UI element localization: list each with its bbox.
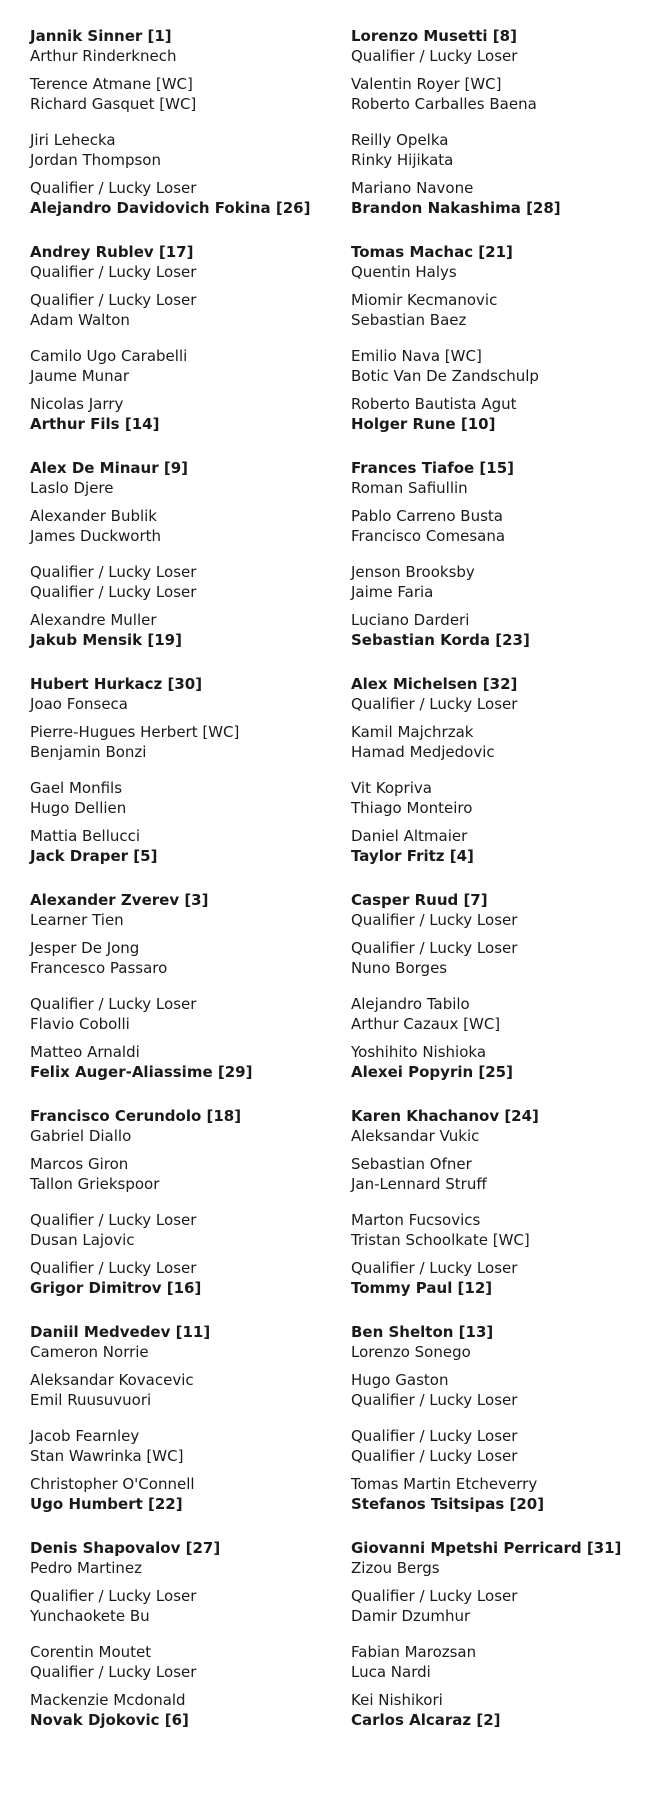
player-name: Benjamin Bonzi: [30, 743, 147, 761]
player-name: Corentin Moutet: [30, 1643, 152, 1661]
draw-section: [30, 1322, 330, 1514]
match: [30, 1538, 330, 1578]
match: [30, 1106, 330, 1146]
seeded-player-name: Taylor Fritz [4]: [351, 847, 474, 865]
draw-section: [351, 242, 651, 434]
match: [351, 1586, 651, 1626]
match: [351, 778, 651, 818]
seeded-player-name: Frances Tiafoe [15]: [351, 459, 515, 477]
match: [30, 346, 330, 386]
player-name: Marcos Giron: [30, 1155, 129, 1173]
player-name: Qualifier / Lucky Loser: [351, 47, 518, 65]
match: [351, 1642, 651, 1682]
player-name: Kei Nishikori: [351, 1691, 443, 1709]
player-name: Arthur Cazaux [WC]: [351, 1015, 501, 1033]
match: [30, 394, 330, 434]
player-name: Quentin Halys: [351, 263, 457, 281]
draw-section: [351, 1538, 651, 1730]
player-name: Qualifier / Lucky Loser: [351, 1447, 518, 1465]
match: [30, 1258, 330, 1298]
player-name: Laslo Djere: [30, 479, 114, 497]
match: [351, 346, 651, 386]
match: [351, 722, 651, 762]
match: [351, 1210, 651, 1250]
player-name: Tristan Schoolkate [WC]: [351, 1231, 530, 1249]
player-name: Yoshihito Nishioka: [351, 1043, 487, 1061]
player-name: Botic Van De Zandschulp: [351, 367, 539, 385]
seeded-player-name: Sebastian Korda [23]: [351, 631, 530, 649]
seeded-player-name: Carlos Alcaraz [2]: [351, 1711, 501, 1729]
match: [30, 1154, 330, 1194]
seeded-player-name: Hubert Hurkacz [30]: [30, 675, 203, 693]
player-name: Qualifier / Lucky Loser: [351, 1427, 518, 1445]
player-name: Qualifier / Lucky Loser: [30, 179, 197, 197]
seeded-player-name: Alexei Popyrin [25]: [351, 1063, 513, 1081]
player-name: Alexander Bublik: [30, 507, 157, 525]
draw-section: [30, 26, 330, 218]
player-name: Dusan Lajovic: [30, 1231, 135, 1249]
match: [30, 1690, 330, 1730]
player-name: Qualifier / Lucky Loser: [351, 695, 518, 713]
player-name: Marton Fucsovics: [351, 1211, 481, 1229]
player-name: Mariano Navone: [351, 179, 474, 197]
match: [351, 610, 651, 650]
match: [30, 74, 330, 114]
seeded-player-name: Alex De Minaur [9]: [30, 459, 188, 477]
player-name: Qualifier / Lucky Loser: [351, 911, 518, 929]
seeded-player-name: Casper Ruud [7]: [351, 891, 488, 909]
player-name: Terence Atmane [WC]: [30, 75, 193, 93]
player-name: Qualifier / Lucky Loser: [30, 263, 197, 281]
player-name: Francisco Comesana: [351, 527, 506, 545]
player-name: Hamad Medjedovic: [351, 743, 495, 761]
player-name: Luca Nardi: [351, 1663, 431, 1681]
player-name: Matteo Arnaldi: [30, 1043, 140, 1061]
player-name: Cameron Norrie: [30, 1343, 149, 1361]
player-name: Qualifier / Lucky Loser: [30, 583, 197, 601]
player-name: Emilio Nava [WC]: [351, 347, 482, 365]
match: [351, 562, 651, 602]
seeded-player-name: Arthur Fils [14]: [30, 415, 160, 433]
player-name: Zizou Bergs: [351, 1559, 440, 1577]
player-name: Qualifier / Lucky Loser: [30, 995, 197, 1013]
player-name: Tallon Griekspoor: [30, 1175, 160, 1193]
seeded-player-name: Denis Shapovalov [27]: [30, 1539, 221, 1557]
player-name: Learner Tien: [30, 911, 124, 929]
player-name: Jaime Faria: [351, 583, 434, 601]
player-name: Gabriel Diallo: [30, 1127, 132, 1145]
player-name: Roberto Bautista Agut: [351, 395, 517, 413]
seeded-player-name: Jannik Sinner [1]: [30, 27, 172, 45]
player-name: Pierre-Hugues Herbert [WC]: [30, 723, 240, 741]
match: [30, 1426, 330, 1466]
player-name: Hugo Dellien: [30, 799, 127, 817]
player-name: Qualifier / Lucky Loser: [351, 1391, 518, 1409]
draw-column-left: [30, 26, 330, 1754]
player-name: Pedro Martinez: [30, 1559, 143, 1577]
match: [30, 938, 330, 978]
seeded-player-name: Stefanos Tsitsipas [20]: [351, 1495, 545, 1513]
match: [30, 458, 330, 498]
player-name: Qualifier / Lucky Loser: [30, 291, 197, 309]
draw-section: [351, 1106, 651, 1298]
match: [30, 826, 330, 866]
draw-section: [30, 674, 330, 866]
match: [351, 1370, 651, 1410]
player-name: Aleksandar Kovacevic: [30, 1371, 194, 1389]
match: [30, 722, 330, 762]
seeded-player-name: Tommy Paul [12]: [351, 1279, 493, 1297]
seeded-player-name: Felix Auger-Aliassime [29]: [30, 1063, 253, 1081]
draw-section: [30, 242, 330, 434]
seeded-player-name: Grigor Dimitrov [16]: [30, 1279, 202, 1297]
seeded-player-name: Karen Khachanov [24]: [351, 1107, 539, 1125]
player-name: Lorenzo Sonego: [351, 1343, 471, 1361]
player-name: Nuno Borges: [351, 959, 448, 977]
player-name: James Duckworth: [30, 527, 162, 545]
draw-section: [351, 674, 651, 866]
match: [351, 1258, 651, 1298]
seeded-player-name: Holger Rune [10]: [351, 415, 496, 433]
player-name: Roman Safiullin: [351, 479, 468, 497]
match: [30, 610, 330, 650]
match: [351, 826, 651, 866]
match: [351, 178, 651, 218]
match: [351, 1474, 651, 1514]
player-name: Flavio Cobolli: [30, 1015, 130, 1033]
player-name: Arthur Rinderknech: [30, 47, 177, 65]
draw-section: [30, 890, 330, 1082]
player-name: Luciano Darderi: [351, 611, 470, 629]
player-name: Damir Dzumhur: [351, 1607, 471, 1625]
match: [351, 994, 651, 1034]
seeded-player-name: Ben Shelton [13]: [351, 1323, 494, 1341]
match: [30, 1642, 330, 1682]
player-name: Jiri Lehecka: [30, 131, 116, 149]
match: [30, 1042, 330, 1082]
player-name: Jesper De Jong: [30, 939, 140, 957]
match: [30, 890, 330, 930]
match: [30, 778, 330, 818]
match: [351, 1154, 651, 1194]
seeded-player-name: Tomas Machac [21]: [351, 243, 513, 261]
seeded-player-name: Daniil Medvedev [11]: [30, 1323, 211, 1341]
match: [351, 1106, 651, 1146]
player-name: Fabian Marozsan: [351, 1643, 477, 1661]
match: [351, 394, 651, 434]
match: [351, 938, 651, 978]
match: [351, 506, 651, 546]
player-name: Reilly Opelka: [351, 131, 449, 149]
draw-section: [30, 1538, 330, 1730]
match: [30, 242, 330, 282]
player-name: Francesco Passaro: [30, 959, 168, 977]
player-name: Thiago Monteiro: [351, 799, 473, 817]
seeded-player-name: Alex Michelsen [32]: [351, 675, 518, 693]
player-name: Camilo Ugo Carabelli: [30, 347, 188, 365]
match: [351, 890, 651, 930]
match: [351, 1538, 651, 1578]
player-name: Rinky Hijikata: [351, 151, 454, 169]
player-name: Qualifier / Lucky Loser: [351, 1587, 518, 1605]
seeded-player-name: Jack Draper [5]: [30, 847, 158, 865]
match: [30, 506, 330, 546]
draw-column-right: [351, 26, 651, 1754]
player-name: Alexandre Muller: [30, 611, 157, 629]
match: [351, 130, 651, 170]
match: [351, 74, 651, 114]
player-name: Gael Monfils: [30, 779, 123, 797]
player-name: Vit Kopriva: [351, 779, 432, 797]
match: [30, 26, 330, 66]
player-name: Qualifier / Lucky Loser: [351, 1259, 518, 1277]
player-name: Jenson Brooksby: [351, 563, 475, 581]
seeded-player-name: Novak Djokovic [6]: [30, 1711, 189, 1729]
player-name: Qualifier / Lucky Loser: [30, 1211, 197, 1229]
match: [30, 1210, 330, 1250]
draw-section: [351, 26, 651, 218]
match: [351, 290, 651, 330]
player-name: Qualifier / Lucky Loser: [30, 563, 197, 581]
player-name: Yunchaokete Bu: [30, 1607, 150, 1625]
player-name: Stan Wawrinka [WC]: [30, 1447, 184, 1465]
player-name: Jan-Lennard Struff: [351, 1175, 487, 1193]
match: [30, 1370, 330, 1410]
draw-section: [351, 458, 651, 650]
player-name: Sebastian Baez: [351, 311, 467, 329]
player-name: Tomas Martin Etcheverry: [351, 1475, 538, 1493]
seeded-player-name: Andrey Rublev [17]: [30, 243, 194, 261]
player-name: Qualifier / Lucky Loser: [30, 1663, 197, 1681]
player-name: Mattia Bellucci: [30, 827, 141, 845]
player-name: Adam Walton: [30, 311, 130, 329]
player-name: Jordan Thompson: [30, 151, 161, 169]
player-name: Kamil Majchrzak: [351, 723, 474, 741]
match: [351, 1322, 651, 1362]
match: [351, 242, 651, 282]
seeded-player-name: Ugo Humbert [22]: [30, 1495, 183, 1513]
match: [30, 674, 330, 714]
player-name: Emil Ruusuvuori: [30, 1391, 152, 1409]
match: [30, 178, 330, 218]
match: [351, 1690, 651, 1730]
draw-section: [351, 890, 651, 1082]
seeded-player-name: Jakub Mensik [19]: [30, 631, 182, 649]
match: [351, 674, 651, 714]
player-name: Joao Fonseca: [30, 695, 128, 713]
seeded-player-name: Alejandro Davidovich Fokina [26]: [30, 199, 311, 217]
match: [351, 1426, 651, 1466]
player-name: Qualifier / Lucky Loser: [30, 1587, 197, 1605]
draw-section: [30, 458, 330, 650]
seeded-player-name: Giovanni Mpetshi Perricard [31]: [351, 1539, 622, 1557]
match: [30, 994, 330, 1034]
match: [30, 562, 330, 602]
player-name: Mackenzie Mcdonald: [30, 1691, 186, 1709]
player-name: Aleksandar Vukic: [351, 1127, 480, 1145]
player-name: Valentin Royer [WC]: [351, 75, 502, 93]
match: [351, 1042, 651, 1082]
match: [30, 1474, 330, 1514]
player-name: Sebastian Ofner: [351, 1155, 472, 1173]
draw-section: [351, 1322, 651, 1514]
player-name: Nicolas Jarry: [30, 395, 124, 413]
seeded-player-name: Lorenzo Musetti [8]: [351, 27, 517, 45]
player-name: Hugo Gaston: [351, 1371, 449, 1389]
player-name: Daniel Altmaier: [351, 827, 468, 845]
player-name: Christopher O'Connell: [30, 1475, 195, 1493]
player-name: Qualifier / Lucky Loser: [351, 939, 518, 957]
seeded-player-name: Francisco Cerundolo [18]: [30, 1107, 242, 1125]
match: [30, 1586, 330, 1626]
match: [30, 1322, 330, 1362]
player-name: Pablo Carreno Busta: [351, 507, 503, 525]
player-name: Qualifier / Lucky Loser: [30, 1259, 197, 1277]
seeded-player-name: Brandon Nakashima [28]: [351, 199, 561, 217]
seeded-player-name: Alexander Zverev [3]: [30, 891, 209, 909]
player-name: Alejandro Tabilo: [351, 995, 470, 1013]
player-name: Miomir Kecmanovic: [351, 291, 498, 309]
match: [351, 458, 651, 498]
player-name: Richard Gasquet [WC]: [30, 95, 197, 113]
match: [30, 130, 330, 170]
player-name: Roberto Carballes Baena: [351, 95, 537, 113]
match: [30, 290, 330, 330]
match: [351, 26, 651, 66]
player-name: Jacob Fearnley: [30, 1427, 140, 1445]
player-name: Jaume Munar: [30, 367, 130, 385]
draw-section: [30, 1106, 330, 1298]
